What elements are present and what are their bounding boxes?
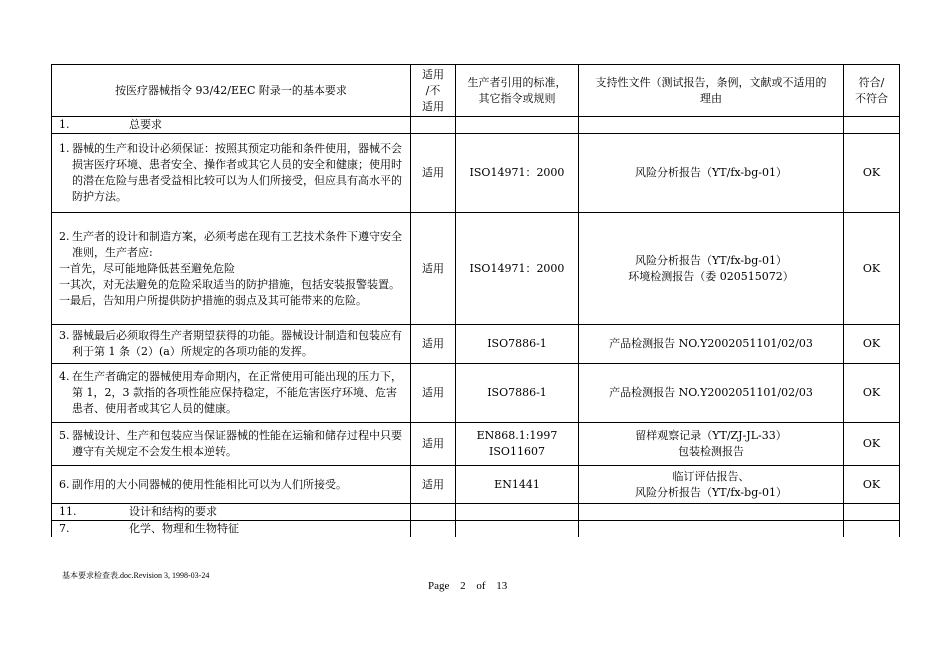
doc-item: 留样观察记录（YT/ZJ-JL-33） bbox=[635, 429, 787, 442]
requirement-text: 一最后，告知用户所提供防护措施的弱点及其可能带来的危险。 bbox=[59, 293, 367, 307]
requirement-number: 6. bbox=[59, 477, 70, 491]
supporting-docs-cell bbox=[579, 466, 844, 504]
requirement-text: 副作用的大小同器械的使用性能相比可以为人们所接受。 bbox=[72, 477, 347, 491]
section-number: 7. bbox=[59, 522, 70, 535]
result-cell: OK bbox=[844, 364, 900, 423]
result-cell: OK bbox=[844, 134, 900, 213]
supporting-docs-cell bbox=[579, 423, 844, 466]
doc-item: 临订评估报告、 bbox=[672, 469, 750, 483]
requirement-cell bbox=[52, 213, 411, 325]
requirement-cell bbox=[52, 134, 411, 213]
requirement-text: 器械的生产和设计必须保证：按照其预定功能和条件使用，器械不会损害医疗环境、患者安全、操作者或其它人员的安全和健康；使用时的潜在危险与患者受益相比较可以为人们所接受，但应具有高水平的防护方法。 bbox=[72, 142, 402, 203]
table-row bbox=[52, 466, 900, 504]
section-number: 1. bbox=[59, 118, 70, 131]
doc-item: 环境检测报告（委 020515072） bbox=[628, 269, 794, 283]
standards-cell bbox=[456, 364, 579, 423]
section-label bbox=[52, 521, 411, 538]
table-row bbox=[52, 213, 900, 325]
applicable-cell: 适用 bbox=[411, 466, 456, 504]
table-row bbox=[52, 325, 900, 364]
result-cell: OK bbox=[844, 466, 900, 504]
supporting-docs-cell bbox=[579, 325, 844, 364]
section-row-chemical bbox=[52, 521, 900, 538]
requirement-text: 一其次，对无法避免的危险采取适当的防护措施，包括安装报警装置。 bbox=[59, 277, 400, 291]
header-applicable-line: 适用 bbox=[422, 67, 444, 81]
standard-item: ISO11607 bbox=[489, 445, 545, 458]
result-cell: OK bbox=[844, 325, 900, 364]
section-label bbox=[52, 504, 411, 521]
section-title: 化学、物理和生物特征 bbox=[129, 522, 239, 535]
requirement-text: 器械最后必须取得生产者期望获得的功能。器械设计制造和包装应有利于第 1 条（2）(a）所规定的各项功能的发挥。 bbox=[72, 329, 402, 358]
header-compliance bbox=[844, 65, 900, 117]
supporting-docs-cell bbox=[579, 364, 844, 423]
section-row-design bbox=[52, 504, 900, 521]
requirement-cell bbox=[52, 423, 411, 466]
requirement-number: 2. bbox=[59, 229, 70, 243]
requirement-number: 3. bbox=[59, 329, 70, 342]
standard-item: ISO14971：2000 bbox=[469, 261, 565, 275]
requirement-cell bbox=[52, 364, 411, 423]
requirements-table bbox=[51, 64, 900, 537]
standards-cell bbox=[456, 325, 579, 364]
doc-item: 风险分析报告（YT/fx-bg-01） bbox=[635, 166, 787, 179]
standards-cell bbox=[456, 213, 579, 325]
standards-cell bbox=[456, 134, 579, 213]
applicable-cell: 适用 bbox=[411, 423, 456, 466]
requirement-number: 5. bbox=[59, 429, 70, 442]
doc-item: 风险分析报告（YT/fx-bg-01） bbox=[635, 485, 787, 499]
standard-item: EN1441 bbox=[494, 477, 540, 491]
standard-item: ISO14971：2000 bbox=[469, 166, 565, 179]
requirement-text: 生产者的设计和制造方案，必须考虑在现有工艺技术条件下遵守安全准则，生产者应: bbox=[72, 229, 402, 259]
applicable-cell: 适用 bbox=[411, 213, 456, 325]
header-standards-line: 生产者引用的标准， bbox=[467, 75, 567, 89]
table-row bbox=[52, 364, 900, 423]
doc-item: 产品检测报告 NO.Y2002051101/02/03 bbox=[609, 337, 813, 350]
doc-item: 包装检测报告 bbox=[678, 445, 744, 458]
supporting-docs-cell bbox=[579, 134, 844, 213]
requirement-cell bbox=[52, 466, 411, 504]
requirement-text: 器械设计、生产和包装应当保证器械的性能在运输和储存过程中只要遵守有关规定不会发生根本逆转。 bbox=[72, 429, 402, 458]
table-row bbox=[52, 134, 900, 213]
applicable-cell: 适用 bbox=[411, 364, 456, 423]
page-number: Page 2 of 13 bbox=[428, 580, 508, 592]
section-row-general bbox=[52, 117, 900, 134]
header-applicable bbox=[411, 65, 456, 117]
applicable-cell: 适用 bbox=[411, 134, 456, 213]
header-supporting-docs bbox=[579, 65, 844, 117]
requirement-number: 4. bbox=[59, 370, 70, 383]
standards-cell bbox=[456, 423, 579, 466]
section-label bbox=[52, 117, 411, 134]
header-applicable-line: 适用 bbox=[422, 99, 444, 113]
doc-item: 风险分析报告（YT/fx-bg-01） bbox=[635, 253, 787, 267]
header-applicable-line: /不 bbox=[425, 83, 441, 97]
section-title: 总要求 bbox=[129, 118, 162, 131]
section-number: 11. bbox=[59, 505, 77, 518]
section-title: 设计和结构的要求 bbox=[129, 505, 217, 518]
standard-item: EN868.1:1997 bbox=[476, 429, 558, 442]
doc-item: 产品检测报告 NO.Y2002051101/02/03 bbox=[609, 386, 813, 399]
requirement-text: 一首先，尽可能地降低甚至避免危险 bbox=[59, 261, 235, 275]
standard-item: ISO7886-1 bbox=[487, 386, 547, 399]
header-docs-line: 支持性文件（测试报告，条例，文献或不适用的 bbox=[595, 75, 827, 89]
standards-cell bbox=[456, 466, 579, 504]
header-standards-line: 其它指令或规则 bbox=[478, 91, 556, 105]
header-standards bbox=[456, 65, 579, 117]
result-cell: OK bbox=[844, 423, 900, 466]
header-docs-line: 理由 bbox=[700, 91, 722, 105]
result-cell: OK bbox=[844, 213, 900, 325]
requirement-cell bbox=[52, 325, 411, 364]
header-requirements: 按医疗器械指令 93/42/EEC 附录一的基本要求 bbox=[52, 65, 411, 117]
requirement-text: 在生产者确定的器械使用寿命期内，在正常使用可能出现的压力下，第 1，2，3 款指的各项性能应保持稳定，不能危害医疗环境、危害患者、使用者或其它人员的健康。 bbox=[72, 370, 402, 415]
requirement-number: 1. bbox=[59, 142, 70, 155]
table-header-row bbox=[52, 65, 900, 117]
standard-item: ISO7886-1 bbox=[487, 337, 547, 350]
supporting-docs-cell bbox=[579, 213, 844, 325]
footer-filename: 基本要求检查表.doc.Revision 3, 1998-03-24 bbox=[62, 571, 210, 580]
header-compliance-line: 符合/ bbox=[858, 75, 885, 89]
applicable-cell: 适用 bbox=[411, 325, 456, 364]
table-row bbox=[52, 423, 900, 466]
header-compliance-line: 不符合 bbox=[855, 91, 888, 105]
